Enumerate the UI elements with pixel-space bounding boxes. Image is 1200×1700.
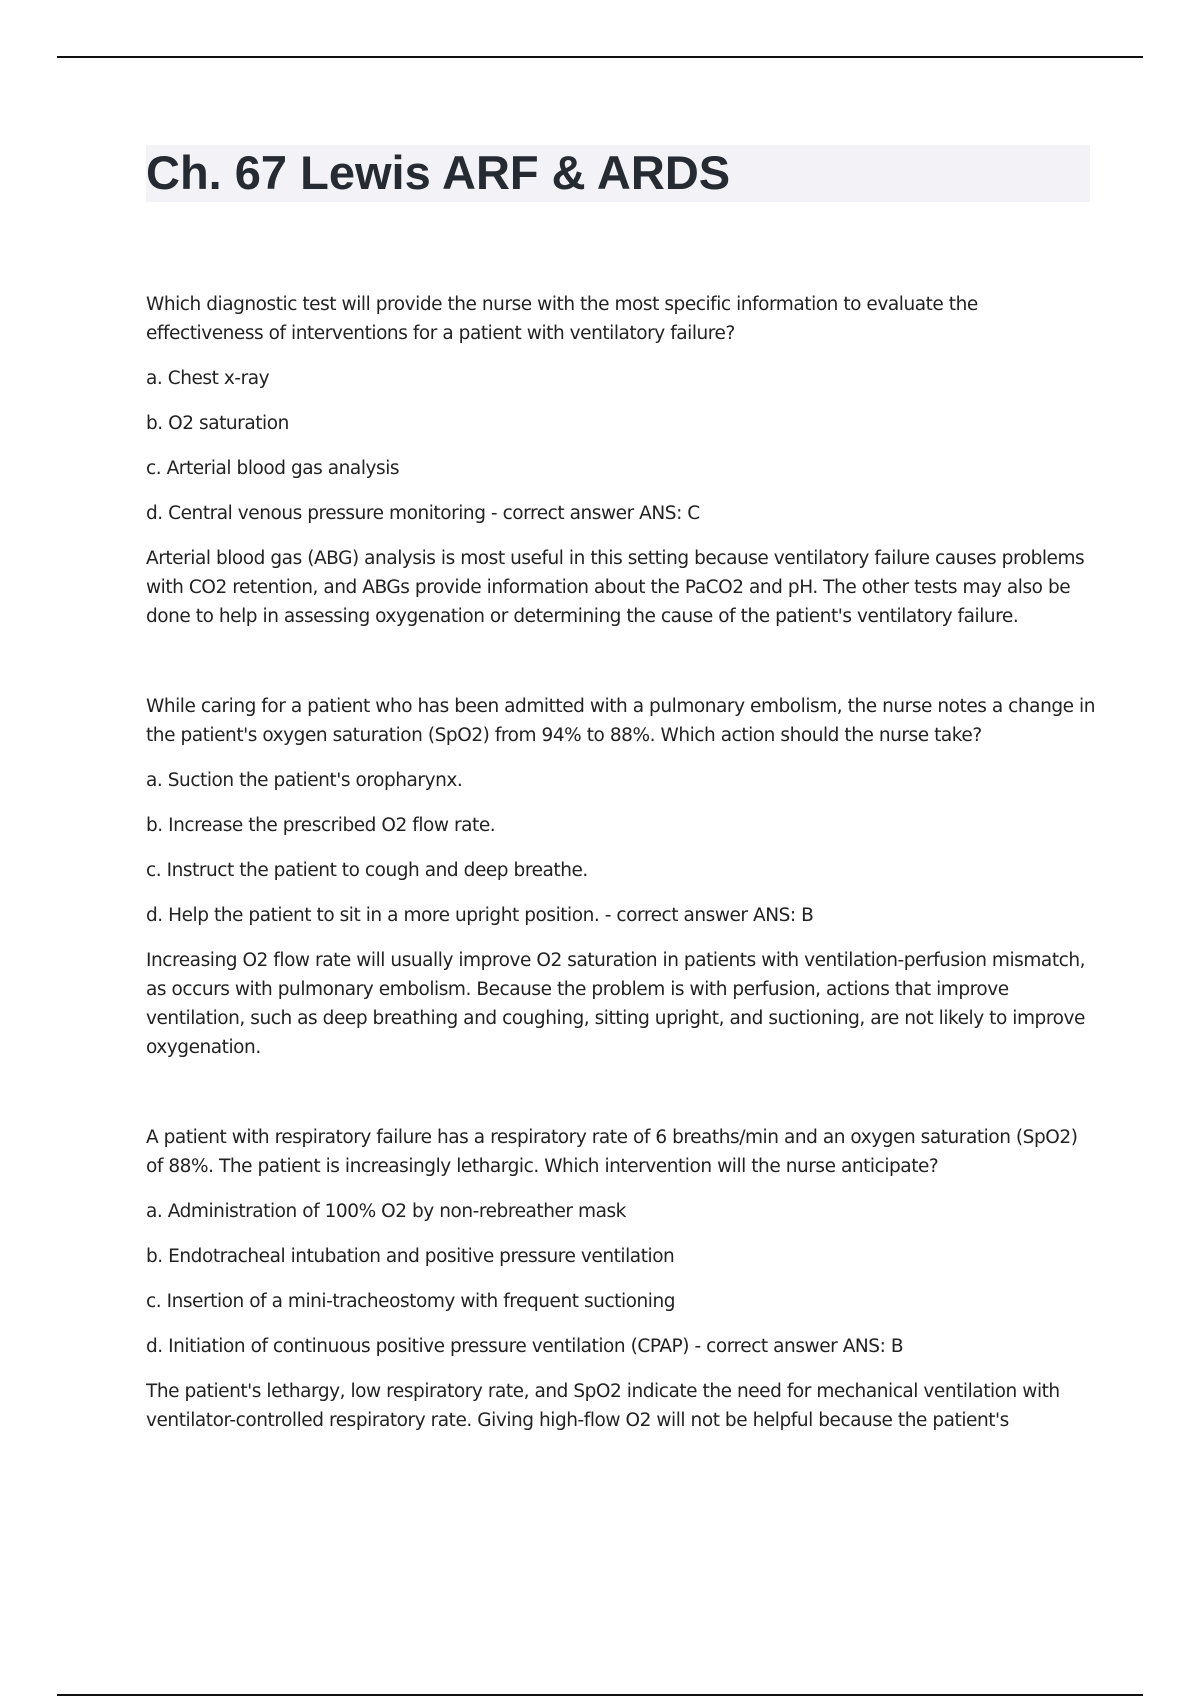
question-block-1 [146, 290, 1096, 631]
answer-option-b: b. Increase the prescribed O2 flow rate. [146, 815, 496, 836]
header-rule [57, 56, 1143, 58]
answer-option-c: c. Instruct the patient to cough and deep breathe. [146, 860, 588, 881]
answer-option-b: b. O2 saturation [146, 413, 289, 434]
answer-option-c: c. Arterial blood gas analysis [146, 458, 400, 479]
answer-explanation: Increasing O2 flow rate will usually improve O2 saturation in patients with ventilation-perfusion mismatch, as occurs with pulmonary embolism. Because the problem is with perfusion, actions that improve ventilation, such as deep breathing and coughing, sitting upright, and suctioning, are not likely to improve oxygenation. [146, 950, 1086, 1058]
answer-option-d: d. Central venous pressure monitoring - correct answer ANS: C [146, 503, 700, 524]
question-text: While caring for a patient who has been admitted with a pulmonary embolism, the nurse notes a change in the patient's oxygen saturation (SpO2) from 94% to 88%. Which action should the nurse take? [146, 696, 1095, 746]
question-block-3 [146, 1123, 1096, 1435]
answer-option-a: a. Chest x-ray [146, 368, 270, 389]
answer-option-a: a. Administration of 100% O2 by non-rebreather mask [146, 1201, 626, 1222]
page-title: Ch. 67 Lewis ARF & ARDS [146, 146, 731, 199]
answer-explanation: Arterial blood gas (ABG) analysis is most useful in this setting because ventilatory failure causes problems with CO2 retention, and ABGs provide information about the PaCO2 and pH. The other tests may also be done to help in assessing oxygenation or determining the cause of the patient's ventilatory failure. [146, 548, 1085, 627]
question-text: Which diagnostic test will provide the nurse with the most specific information to evaluate the effectiveness of interventions for a patient with ventilatory failure? [146, 294, 978, 344]
answer-option-a: a. Suction the patient's oropharynx. [146, 770, 463, 791]
answer-explanation: The patient's lethargy, low respiratory rate, and SpO2 indicate the need for mechanical ventilation with ventilator-controlled respiratory rate. Giving high-flow O2 will not be helpful because the patient's [146, 1381, 1060, 1431]
answer-option-d: d. Help the patient to sit in a more upright position. - correct answer ANS: B [146, 905, 814, 926]
answer-option-c: c. Insertion of a mini-tracheostomy with frequent suctioning [146, 1291, 676, 1312]
footer-rule [57, 1694, 1143, 1696]
answer-option-d: d. Initiation of continuous positive pressure ventilation (CPAP) - correct answer ANS: B [146, 1336, 904, 1357]
question-text: A patient with respiratory failure has a respiratory rate of 6 breaths/min and an oxygen saturation (SpO2) of 88%. The patient is increasingly lethargic. Which intervention will the nurse anticipate? [146, 1127, 1078, 1177]
question-block-2 [146, 692, 1096, 1062]
answer-option-b: b. Endotracheal intubation and positive pressure ventilation [146, 1246, 675, 1267]
document-body [146, 290, 1096, 1496]
